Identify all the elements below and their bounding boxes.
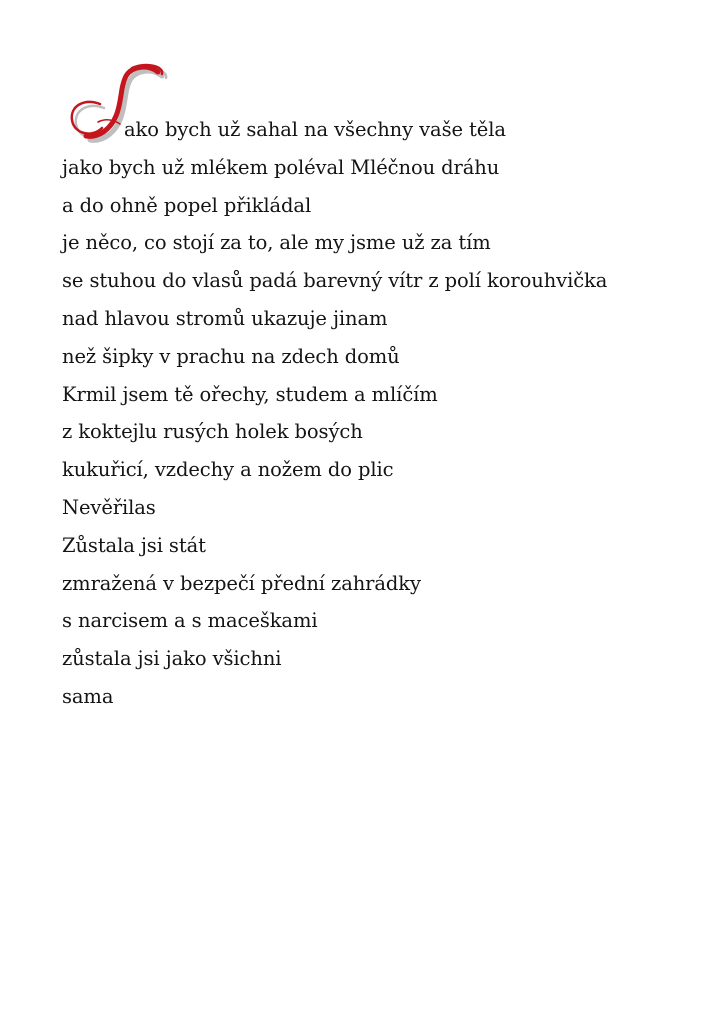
poem-line-10: kukuřicí, vzdechy a nožem do plic xyxy=(62,458,394,482)
poem-line-7: než šipky v prachu na zdech domů xyxy=(62,344,400,368)
poem-line-5: se stuhou do vlasů padá barevný vítr z polí korouhvička xyxy=(62,269,608,293)
poem-line-9: z koktejlu rusých holek bosých xyxy=(62,420,363,444)
poem-line-15: zůstala jsi jako všichni xyxy=(62,647,282,671)
poem-line-16: sama xyxy=(62,684,114,708)
poem-line-8: Krmil jsem tě ořechy, studem a mlíčím xyxy=(62,382,438,406)
poem-line-6: nad hlavou stromů ukazuje jinam xyxy=(62,306,388,330)
poem-line-14: s narcisem a s maceškami xyxy=(62,609,318,633)
first-line-text: ako bych už sahal na všechny vaše těla xyxy=(124,118,506,141)
poem-line-1 xyxy=(62,111,702,149)
poem-line-11: Nevěřilas xyxy=(62,495,156,519)
poem-line-12: Zůstala jsi stát xyxy=(62,533,206,557)
poem-line-13: zmražená v bezpečí přední zahrádky xyxy=(62,571,421,595)
poem-line-2: jako bych už mlékem poléval Mléčnou dráhu xyxy=(62,155,500,179)
poem-body xyxy=(62,111,702,716)
poem-line-4: je něco, co stojí za to, ale my jsme už za tím xyxy=(62,231,491,255)
poem-line-3: a do ohně popel přikládal xyxy=(62,193,312,217)
